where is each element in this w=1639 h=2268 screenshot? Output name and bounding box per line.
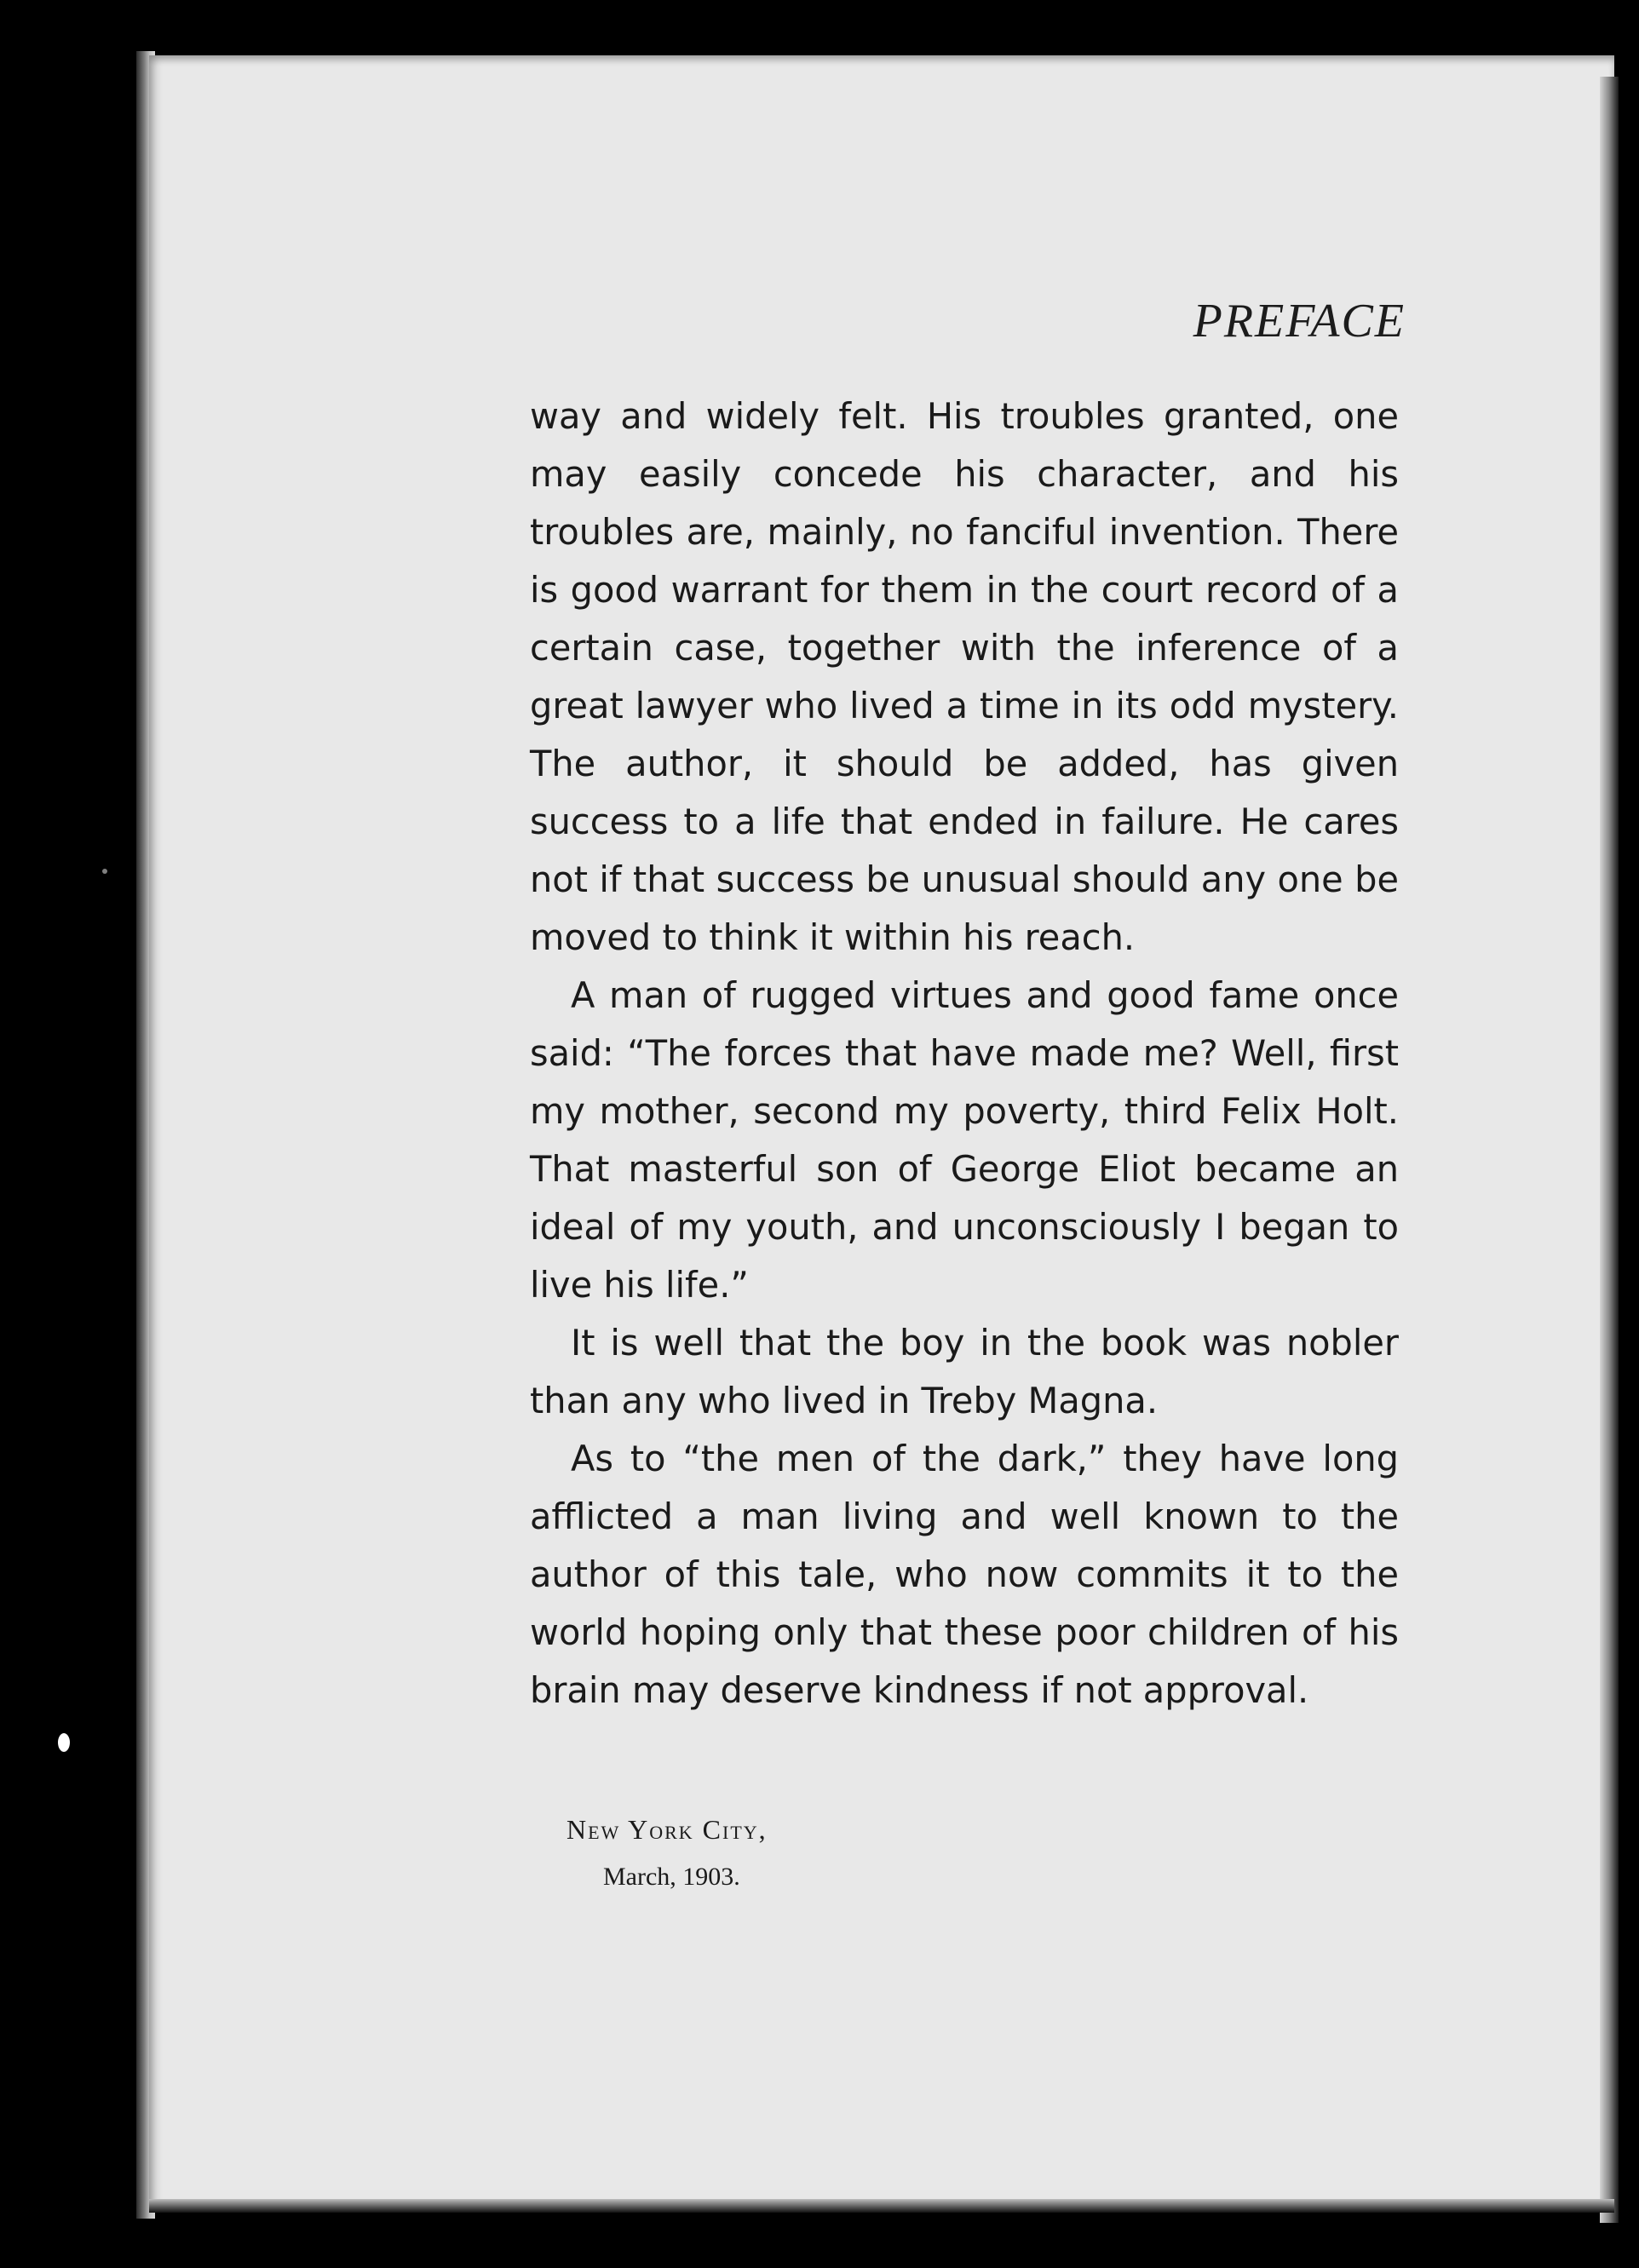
page-bottom-edge-shadow [149,2199,1614,2213]
paragraph-3: It is well that the boy in the book was nobler than any who lived in Treby Magna. [530,1322,1399,1421]
signature-date: March, 1903. [603,1863,740,1891]
signature-place: New York City, [566,1814,768,1845]
running-head: PREFACE [1193,295,1406,347]
page-right-edge-shadow [1600,77,1619,2223]
scan-speck [102,869,107,874]
paragraph-4: As to “the men of the dark,” they have long afflicted a man living and well known to the author of this tale, who now commits it to the world hoping only that these poor children of his brain may deserve kindness if not approval. [530,1438,1399,1711]
preface-body [530,388,1399,1720]
paragraph-1: way and widely felt. His troubles granted, one may easily concede his character, and his troubles are, mainly, no fanciful invention. There is good warrant for them in the court record of a certain case, together with the inference of a great lawyer who lived a time in its odd mystery. The author, it should be added, has given success to a life that ended in failure. He cares not if that success be unusual should any one be moved to think it within his reach. [530,395,1399,958]
scan-speck [58,1733,70,1752]
signature-block [566,1806,768,1901]
paragraph-2: A man of rugged virtues and good fame once said: “The forces that have made me? Well, first my mother, second my poverty, third Felix Holt. That masterful son of George Eliot became an ideal of my youth, and unconsciously I began to live his life.” [530,974,1399,1306]
